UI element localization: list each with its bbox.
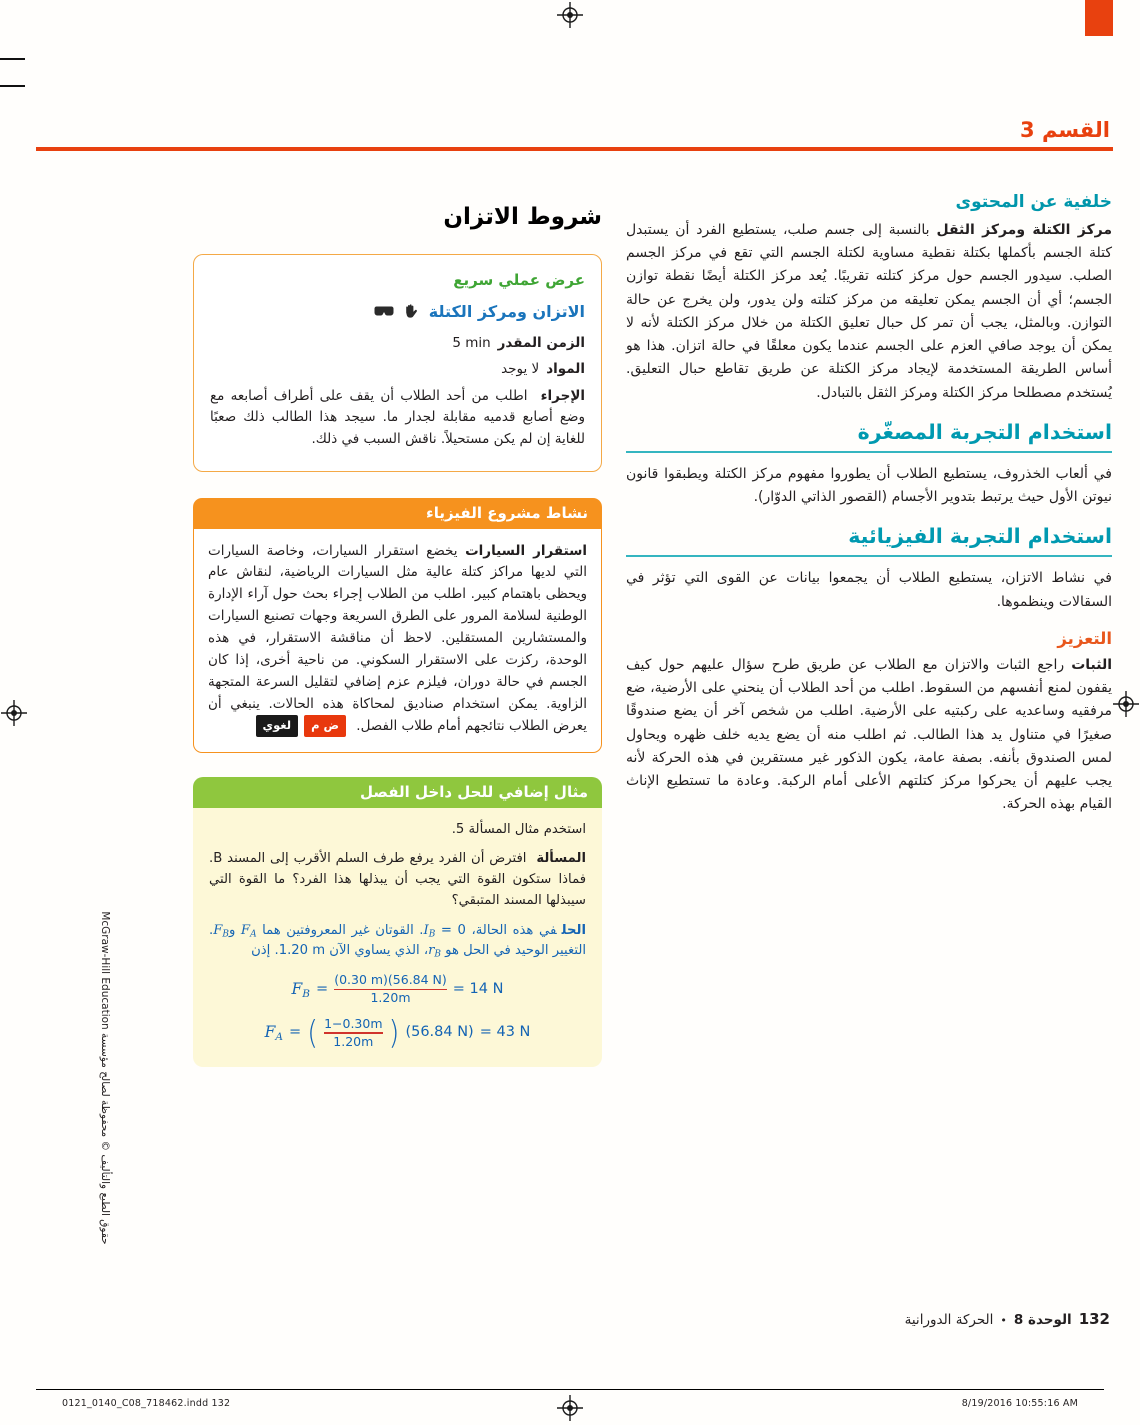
registration-mark-bottom <box>557 1395 583 1421</box>
hand-protection-icon <box>403 304 420 319</box>
solution-text: . القوتان غير المعروفتين هما <box>256 922 424 938</box>
equation-fa <box>209 1013 586 1052</box>
procedure-label: الإجراء <box>540 387 585 404</box>
extra-example-box <box>193 777 602 1067</box>
fraction: $\frac{(0.30 m)(56.84 N)}{1.20m}$ <box>334 972 447 1006</box>
footer-chapter: الحركة الدورانية <box>904 1312 994 1328</box>
quick-demo-title-row <box>210 299 585 325</box>
solution-text: في هذه الحالة، <box>465 922 557 938</box>
time-label: الزمن المقدر <box>497 334 585 351</box>
footer-bullet: • <box>1000 1314 1007 1327</box>
paragraph-lead: الثبات <box>1071 656 1112 673</box>
materials-label: المواد <box>546 361 585 378</box>
physics-project-box <box>193 498 602 754</box>
activities-column <box>193 204 602 1067</box>
extra-example-header: مثال إضافي للحل داخل الفصل <box>193 777 602 808</box>
teacher-notes-column <box>626 192 1112 820</box>
paragraph-text: راجع الثبات والاتزان مع الطلاب عن طريق طرح سؤال عليهم حول كيف يقفون لمنع أنفسهم من السقوط. اطلب من أحد الطلاب أن ينحني على الأرضية، ضع مرفقيه وساعديه على ركبتيه على الأرضية. اطلب من شخص آخر أن يضع صندوقًا صغيرًا في متناول يد هذا الطالب. ثم اطلب منه أن يضع يديه خلف ظهره ويحاول لمس الصندوق بأنفه. بصفة عامة، يكون الذكور غير مستقرين في هذه الحركة لأنه يجب عليهم أن يحركوا مركز كتلتهم الأعلى أمام الركبة. وعادة ما تستطيع الإناث القيام بهذه الحركة. <box>626 656 1112 813</box>
solution-text: ، الذي يساوي الآن <box>325 943 429 959</box>
physics-lab-heading: استخدام التجربة الفيزيائية <box>848 524 1112 549</box>
copyright-sidebar: حقوق الطبع والتأليف © محفوظة لصالح مؤسسة McGraw-Hill Education <box>99 911 111 1245</box>
heading-rule <box>626 451 1112 453</box>
solution-label: الحل <box>561 922 587 938</box>
math-inline: $r_B$ <box>428 943 441 961</box>
variable-fa: $F_A$ <box>264 1022 283 1044</box>
math-inline: $F_B$ <box>213 922 229 940</box>
demo-time-line <box>210 333 585 355</box>
fraction: $\frac{1-0.30m}{1.20m}$ <box>324 1015 383 1049</box>
reinforcement-heading: التعزيز <box>1057 628 1112 648</box>
print-file-info: 0121_0140_C08_718462.indd 132 <box>62 1398 231 1409</box>
example-solution <box>209 921 586 963</box>
example-intro: استخدم مثال المسألة 5. <box>451 822 586 838</box>
trim-line <box>36 1389 1104 1390</box>
solution-text: . إذن <box>251 943 279 959</box>
problem-label: المسألة <box>536 850 586 866</box>
project-text: يخضع استقرار السيارات، وخاصة السيارات التي لديها مراكز كتلة عالية مثل السيارات الرياضية، لنقاش عام ويحظى باهتمام كبير. اطلب من الطلاب إجراء بحث حول آراء الإدارة الوطنية لسلامة المرور على الطرق السريعة وجهات تصنيع السيارات والمستشارين المستقلين. لاحظ أن مناقشة الاستقرار، في هذه الوحدة، ركزت على الاستقرار السكوني. من ناحية أخرى، إذا كان الجسم في حالة دوران، فيلزم عزم إضافي لتقليل السرعة المتجهة الزاوية. يمكن استخدام صناديق لمحاكاة هذه الحالات. ينبغي أن يعرض الطلاب نتائجهم أمام طلاب الفصل. <box>208 542 587 735</box>
equals-sign: = <box>316 980 329 997</box>
demo-procedure-line <box>210 386 585 451</box>
lesson-title: شروط الاتزان <box>443 204 602 230</box>
math-inline: 1.20 m <box>278 943 326 959</box>
materials-value: لا يوجد <box>501 361 540 378</box>
physics-project-body <box>193 529 602 754</box>
equation-fb <box>209 973 586 1005</box>
section-label: القسم 3 <box>1020 118 1110 142</box>
close-paren: ) <box>388 1013 400 1052</box>
mini-lab-heading: استخدام التجربة المصغّرة <box>857 419 1112 444</box>
page-footer <box>905 1310 1110 1328</box>
extra-example-body <box>193 808 602 1067</box>
solution-text: . التغيير الوحيد في الحل هو <box>209 922 586 959</box>
registration-mark-left <box>1 700 27 726</box>
standard-badge-black: لغوي <box>256 715 299 737</box>
quick-demo-kicker: عرض عملي سريع <box>453 271 585 289</box>
open-paren: ( <box>307 1013 319 1052</box>
chapter-color-tab <box>1085 0 1113 36</box>
time-value: 5 min <box>452 334 491 351</box>
standard-badge-red: ض م <box>304 715 346 737</box>
reinforcement-paragraph <box>626 654 1112 817</box>
page-number: 132 <box>1078 1310 1110 1328</box>
paragraph-lead: مركز الكتلة ومركز الثقل <box>936 222 1112 238</box>
quick-demo-box <box>193 254 602 472</box>
section-rule <box>36 147 1113 151</box>
solution-text: و <box>228 922 241 938</box>
equation-result: = 14 N <box>452 980 504 997</box>
registration-mark-top <box>557 2 583 28</box>
procedure-text: اطلب من أحد الطلاب أن يقف على أطراف أصابعه مع وضع أصابع قدميه مقابلة لجدار ما. سيجد هذا الطالب ذلك صعبًا للغاية إن لم يكن مستحيلاً. ناقش السبب في ذلك. <box>210 387 585 447</box>
footer-unit: الوحدة 8 <box>1013 1312 1072 1328</box>
math-inline: $I_B = 0$ <box>423 922 466 940</box>
problem-text: افترض أن الفرد يرفع طرف السلم الأقرب إلى المسند B. فماذا ستكون القوة التي يجب أن يبذلها هذا الفرد؟ ما القوة التي سيبذلها المسند المتبقي؟ <box>209 850 586 908</box>
equals-sign: = <box>288 1024 302 1041</box>
crop-mark <box>0 58 25 60</box>
registration-mark-right <box>1113 691 1139 717</box>
paragraph-text: بالنسبة إلى جسم صلب، يستطيع الفرد أن يستبدل كتلة الجسم بأكملها بكتلة نقطية مساوية لكتلة الجسم التي تقع في مركز الجسم الصلب. سيدور الجسم حول مركز كتلته تقريبًا. يُعد مركز الكتلة أيضًا نقطة توازن الجسم؛ أي أن الجسم يمكن تعليقه من مركز كتلته ولن يدور، ولن يخرج عن حالة التوازن. وبالمثل، يجب أن تمر كل حبال تعليق الكتلة من خلال مركز الكتلة لأنه لا يمكن أن يوجد صافي العزم على الجسم عندما يكون معلقًا في حالة اتزان. هذا هو أساس الطريقة المستخدمة لإيجاد مركز الكتلة عن طريق تقاطع حبال التعليق. يُستخدم مصطلحا مركز الكتلة ومركز الثقل بالتبادل. <box>626 222 1112 401</box>
mini-lab-paragraph: في ألعاب الخذروف، يستطيع الطلاب أن يطوروا مفهوم مركز الكتلة ويطبقوا قانون نيوتن الأول حيث يرتبط بتدوير الأجسام (القصور الذاتي الدوّار). <box>626 465 1112 506</box>
crop-mark <box>0 85 25 87</box>
content-background-heading: خلفية عن المحتوى <box>955 192 1112 212</box>
physics-project-header: نشاط مشروع الفيزياء <box>193 498 602 529</box>
quick-demo-title: الاتزان ومركز الكتلة <box>428 302 585 321</box>
physics-lab-paragraph: في نشاط الاتزان، يستطيع الطلاب أن يجمعوا بيانات عن القوى التي تؤثر في السقالات وينظموها. <box>626 570 1112 610</box>
demo-materials-line <box>210 359 585 381</box>
example-problem <box>209 849 586 912</box>
content-background-paragraph <box>626 219 1112 405</box>
variable-fb: $F_B$ <box>291 979 311 1000</box>
project-lead: استقرار السيارات <box>465 542 587 559</box>
multiplier: (56.84 N) <box>405 1024 474 1041</box>
heading-rule <box>626 555 1112 557</box>
print-datetime: 8/19/2016 10:55:16 AM <box>961 1398 1078 1409</box>
math-inline: $F_A$ <box>240 922 257 940</box>
safety-goggles-icon <box>374 306 394 318</box>
equation-result: = 43 N <box>479 1024 531 1041</box>
